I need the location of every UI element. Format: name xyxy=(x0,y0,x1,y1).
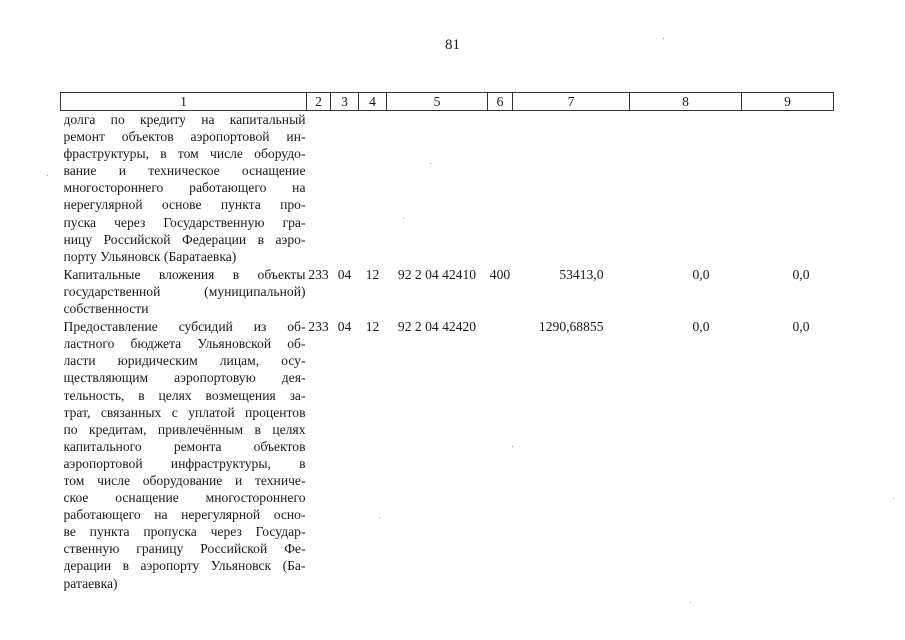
cell-section: 04 xyxy=(337,319,352,335)
cell-section xyxy=(331,111,359,265)
cell-target-article: 92 2 04 42410 xyxy=(397,266,477,282)
header-col-9: 9 xyxy=(742,93,834,111)
cell-amount-3: 0,0 xyxy=(792,266,810,282)
cell-target-article: 92 2 04 42420 xyxy=(397,319,477,335)
scan-speck xyxy=(47,175,48,176)
cell-ministry: 233 xyxy=(308,319,329,335)
scan-speck xyxy=(512,446,513,447)
description-line: ратаевка) xyxy=(63,575,118,591)
header-col-1: 1 xyxy=(61,93,307,111)
description-line: ницу Российской Федерации в аэро- xyxy=(63,231,306,247)
header-col-6: 6 xyxy=(488,93,513,111)
table-row xyxy=(61,317,834,592)
description-line: ремонт объектов аэропортовой ин- xyxy=(63,129,306,145)
table-row xyxy=(61,111,834,265)
description-line: ласти юридическим лицам, осу- xyxy=(63,353,306,369)
description-line: собственности xyxy=(63,301,149,317)
budget-table xyxy=(60,92,834,592)
cell-section: 04 xyxy=(337,266,352,282)
table-row xyxy=(61,265,834,317)
cell-amount-2 xyxy=(630,111,742,265)
description-line: капитального ремонта объектов xyxy=(63,438,306,454)
description-line: по кредитам, привлечённым в целях xyxy=(63,421,306,437)
description-line: Капитальные вложения в объекты xyxy=(63,266,306,282)
row-description xyxy=(61,265,307,317)
page-number: 81 xyxy=(445,37,460,53)
cell-amount-2: 0,0 xyxy=(692,266,710,282)
description-line: ское оснащение многостороннего xyxy=(63,490,306,506)
scan-speck xyxy=(690,602,691,603)
description-line: пуска через Государственную гра- xyxy=(63,214,306,230)
description-line: дерации в аэропорту Ульяновск (Ба- xyxy=(63,558,306,574)
cell-ministry xyxy=(307,111,331,265)
header-col-3: 3 xyxy=(331,93,359,111)
description-line: нерегулярной основе пункта про- xyxy=(63,197,306,213)
description-line: ществляющим аэропортовую дея- xyxy=(63,370,306,386)
description-line: многостороннего работающего на xyxy=(63,180,306,196)
cell-amount: 53413,0 xyxy=(559,266,604,282)
header-col-8: 8 xyxy=(630,93,742,111)
cell-amount-2: 0,0 xyxy=(692,319,710,335)
row-description xyxy=(61,111,307,265)
description-line: ластного бюджета Ульяновской об- xyxy=(63,336,306,352)
cell-subsection: 12 xyxy=(365,319,380,335)
cell-subsection: 12 xyxy=(365,266,380,282)
description-line: долга по кредиту на капитальный xyxy=(63,112,306,127)
scan-speck xyxy=(403,218,404,219)
description-line: тельность, в целях возмещения за- xyxy=(63,387,306,403)
row-description xyxy=(61,317,307,592)
cell-target-article xyxy=(387,111,488,265)
description-line: ственную границу Российской Фе- xyxy=(63,541,306,557)
cell-amount-3 xyxy=(742,111,834,265)
scan-speck xyxy=(379,517,380,518)
cell-amount-3: 0,0 xyxy=(792,319,810,335)
cell-expense-type xyxy=(488,317,513,592)
scan-speck xyxy=(430,163,431,164)
cell-amount: 1290,68855 xyxy=(538,319,604,335)
description-line: том числе оборудование и техниче- xyxy=(63,472,306,488)
description-line: порту Ульяновск (Баратаевка) xyxy=(63,248,237,264)
header-col-7: 7 xyxy=(513,93,630,111)
cell-ministry: 233 xyxy=(308,266,329,282)
scan-speck xyxy=(893,498,894,499)
header-col-4: 4 xyxy=(359,93,387,111)
cell-expense-type: 400 xyxy=(489,266,511,282)
description-line: государственной (муниципальной) xyxy=(63,283,306,299)
description-line: аэропортовой инфраструктуры, в xyxy=(63,455,306,471)
header-col-5: 5 xyxy=(387,93,488,111)
cell-subsection xyxy=(359,111,387,265)
description-line: ве пункта пропуска через Государ- xyxy=(63,524,306,540)
description-line: работающего на нерегулярной осно- xyxy=(63,507,306,523)
cell-expense-type xyxy=(488,111,513,265)
scan-speck xyxy=(663,38,664,39)
cell-amount xyxy=(513,111,630,265)
description-line: Предоставление субсидий из об- xyxy=(63,319,306,335)
description-line: фраструктуры, в том числе оборудо- xyxy=(63,146,306,162)
description-line: вание и техническое оснащение xyxy=(63,163,306,179)
header-col-2: 2 xyxy=(307,93,331,111)
table-header-row xyxy=(61,93,834,111)
description-line: трат, связанных с уплатой процентов xyxy=(63,404,306,420)
